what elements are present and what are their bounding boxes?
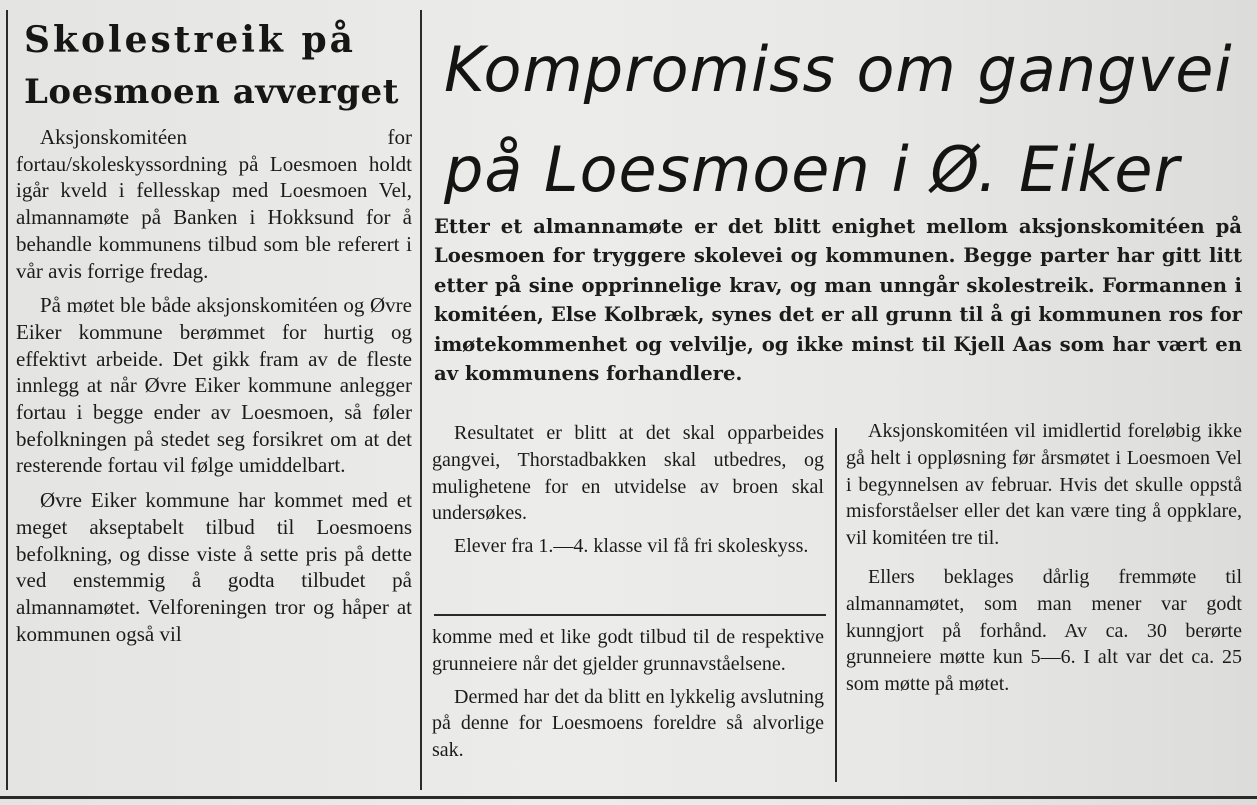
left-headline-line1: Skolestreik på <box>24 19 356 61</box>
body-paragraph: Dermed har det da blitt en lykkelig avslutning på denne for Loesmoens foreldre så alvorlige sak. <box>432 685 824 762</box>
main-headline-line1: Kompromiss om gangvei <box>444 33 1233 106</box>
left-paragraph: Aksjonskomitéen for fortau/skoleskyssordning på Loesmoen holdt igår kveld i fellesskap med Loesmoen Vel, almannamøte på Banken i Hokksund for å behandle kommunens tilbud som ble referert i vår avis forrige fredag. <box>16 125 412 283</box>
section-rule <box>434 614 826 616</box>
left-column-rule-outer <box>6 10 8 790</box>
middle-column-rule <box>835 428 837 782</box>
body-paragraph: Ellers beklages dårlig fremmøte til almannamøtet, som man mener var godt kunngjort på forhånd. Av ca. 30 berørte grunneiere møtte kun 5—6. I alt var det ca. 25 som møtte på møtet. <box>846 565 1242 696</box>
main-column-1-bottom <box>432 624 824 770</box>
main-article-lead: Etter et almannamøte er det blitt enighet mellom aksjonskomitéen på Loesmoen for tryggere skolevei og kommunen. Begge parter har gitt litt etter på sine opprinnelige krav, og man unngår skolestreik. Formannen i komitéen, Else Kolbræk, synes det er all grunn til å gi kommunen ros for imøtekommenhet og velvilje, og ikke minst til Kjell Aas som har vært en av kommunens forhandlere. <box>434 215 1242 386</box>
main-column-1-top <box>432 420 824 566</box>
main-column-2 <box>846 418 1242 704</box>
body-paragraph: Elever fra 1.—4. klasse vil få fri skoleskyss. <box>454 535 809 558</box>
main-article-headline <box>444 20 1244 220</box>
left-paragraph: Øvre Eiker kommune har kommet med et meget akseptabelt tilbud til Loesmoens befolkning, og disse viste å sette pris på dette ved enstemmig å godta tilbudet på almannamøtet. Velforeningen tror og håper at kommunen også vil <box>16 488 412 646</box>
left-paragraph: På møtet ble både aksjonskomitéen og Øvre Eiker kommune berømmet for hurtig og effektivt arbeide. Det gikk fram av de fleste innlegg at når Øvre Eiker kommune anlegger fortau i begge ender av Loesmoen, så føler befolkningen på stedet seg forsikret om at det resterende fortau vil følge umiddelbart. <box>16 293 412 478</box>
main-headline-line2: på Loesmoen i Ø. Eiker <box>444 133 1181 206</box>
bottom-rule <box>0 796 1257 799</box>
left-column-rule <box>420 10 422 790</box>
left-article-body <box>16 124 412 655</box>
left-headline-line2: Loesmoen avverget <box>24 72 399 112</box>
body-paragraph: Resultatet er blitt at det skal opparbeides gangvei, Thorstadbakken skal utbedres, og mulighetene for en utvidelse av broen skal undersøkes. <box>432 422 824 525</box>
left-article-headline <box>24 14 414 118</box>
body-paragraph: komme med et like godt tilbud til de respektive grunneiere når det gjelder grunnavståelsene. <box>432 626 824 675</box>
body-paragraph: Aksjonskomitéen vil imidlertid foreløbig ikke gå helt i oppløsning før årsmøtet i Loesmoen Vel i begynnelsen av februar. Hvis det skulle oppstå misforståelser eller det kan være ting å oppklare, vil komitéen tre til. <box>846 420 1242 550</box>
